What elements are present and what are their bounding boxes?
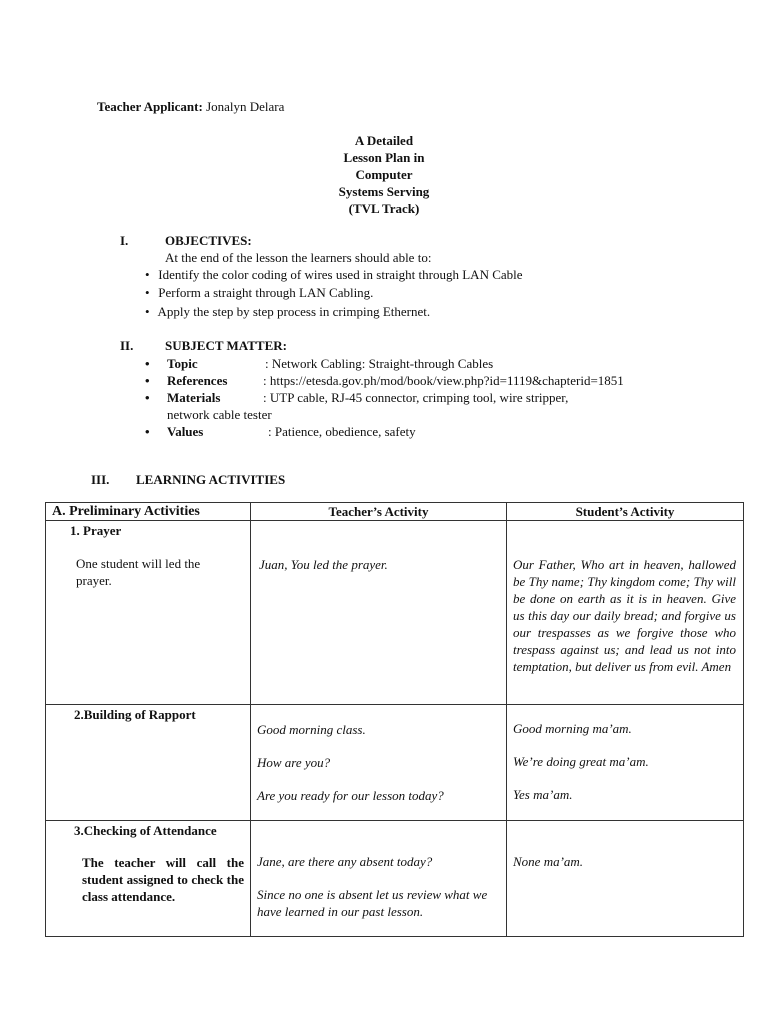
teacher-line: Since no one is absent let us review what we have learned in our past lesson. — [257, 887, 488, 919]
learning-numeral: III. — [91, 472, 110, 487]
table-row — [46, 821, 744, 937]
objective-item: • Identify the color coding of wires used in straight through LAN Cable — [145, 267, 523, 282]
subject-numeral: II. — [120, 338, 134, 353]
teacher-line: Are you ready for our lesson today? — [257, 788, 444, 803]
document-title — [284, 132, 484, 217]
objectives-list — [145, 266, 523, 321]
title-line: Computer — [355, 167, 413, 182]
activity-cell — [46, 521, 251, 705]
bullet-icon: • — [145, 304, 150, 319]
student-line: None ma’am. — [513, 854, 584, 869]
table-row — [46, 705, 744, 821]
teacher-cell — [251, 521, 507, 705]
table-header-row — [46, 503, 744, 521]
subject-item-topic: • Topic : Network Cabling: Straight-through Cables — [145, 356, 494, 371]
objectives-intro: At the end of the lesson the learners should able to: — [165, 250, 432, 265]
table-row — [46, 521, 744, 705]
subject-item-references: • References : https://etesda.gov.ph/mod/book/view.php?id=1119&chapterid=1851 — [145, 373, 624, 388]
bullet-icon: • — [145, 267, 150, 282]
column-header-teacher: Teacher’s Activity — [251, 503, 507, 521]
title-line: Lesson Plan in — [343, 150, 425, 165]
student-cell — [507, 521, 744, 705]
learning-heading: LEARNING ACTIVITIES — [136, 472, 286, 487]
activity-description: One student will led the prayer. — [76, 556, 201, 588]
teacher-line: Jane, are there any absent today? — [257, 854, 433, 869]
bullet-icon: • — [145, 285, 150, 300]
objective-item: • Apply the step by step process in crimping Ethernet. — [145, 304, 431, 319]
student-line: Our Father, Who art in heaven, hallowed be Thy name; Thy kingdom come; Thy will be done on earth as it is in heaven. Give us this day our daily bread; and forgive us our trespasses as we forgive those who trespass against us; and lead us not into temptation, but deliver us from evil. Amen — [513, 557, 736, 674]
bullet-icon: • — [145, 373, 150, 388]
subject-list — [145, 355, 745, 440]
bullet-icon: • — [145, 356, 150, 371]
bullet-icon: • — [145, 390, 150, 405]
teacher-line: Juan, You led the prayer. — [259, 557, 388, 572]
activity-title: 1. Prayer — [70, 523, 122, 538]
title-line: A Detailed — [354, 133, 414, 148]
student-line: Yes ma’am. — [513, 787, 573, 802]
bullet-icon: • — [145, 424, 150, 439]
column-header-preliminary: A. Preliminary Activities — [46, 503, 251, 521]
teacher-cell — [251, 705, 507, 821]
teacher-line: Good morning class. — [257, 722, 366, 737]
teacher-line: How are you? — [257, 755, 331, 770]
title-line: Systems Serving — [338, 184, 430, 199]
activity-cell — [46, 705, 251, 821]
student-line: Good morning ma’am. — [513, 721, 632, 736]
objectives-numeral: I. — [120, 233, 129, 248]
subject-item-values: • Values : Patience, obedience, safety — [145, 424, 416, 439]
objective-item: • Perform a straight through LAN Cabling. — [145, 285, 374, 300]
column-header-student: Student’s Activity — [507, 503, 744, 521]
teacher-cell — [251, 821, 507, 937]
student-cell — [507, 705, 744, 821]
applicant-label: Teacher Applicant: — [97, 99, 203, 114]
activity-title: 3.Checking of Attendance — [74, 823, 217, 838]
student-cell — [507, 821, 744, 937]
activities-table — [45, 502, 744, 937]
activity-title: 2.Building of Rapport — [74, 707, 196, 722]
activity-cell — [46, 821, 251, 937]
activity-description: The teacher will call the student assigned to check the class attendance. — [82, 855, 244, 904]
title-line: (TVL Track) — [348, 201, 420, 216]
teacher-applicant-line — [97, 98, 284, 115]
student-line: We’re doing great ma’am. — [513, 754, 649, 769]
subject-heading: SUBJECT MATTER: — [165, 338, 287, 353]
subject-item-materials: • Materials : UTP cable, RJ-45 connector, crimping tool, wire stripper, network cable tester — [145, 390, 569, 422]
applicant-name: Jonalyn Delara — [206, 99, 285, 114]
objectives-heading: OBJECTIVES: — [165, 233, 252, 248]
